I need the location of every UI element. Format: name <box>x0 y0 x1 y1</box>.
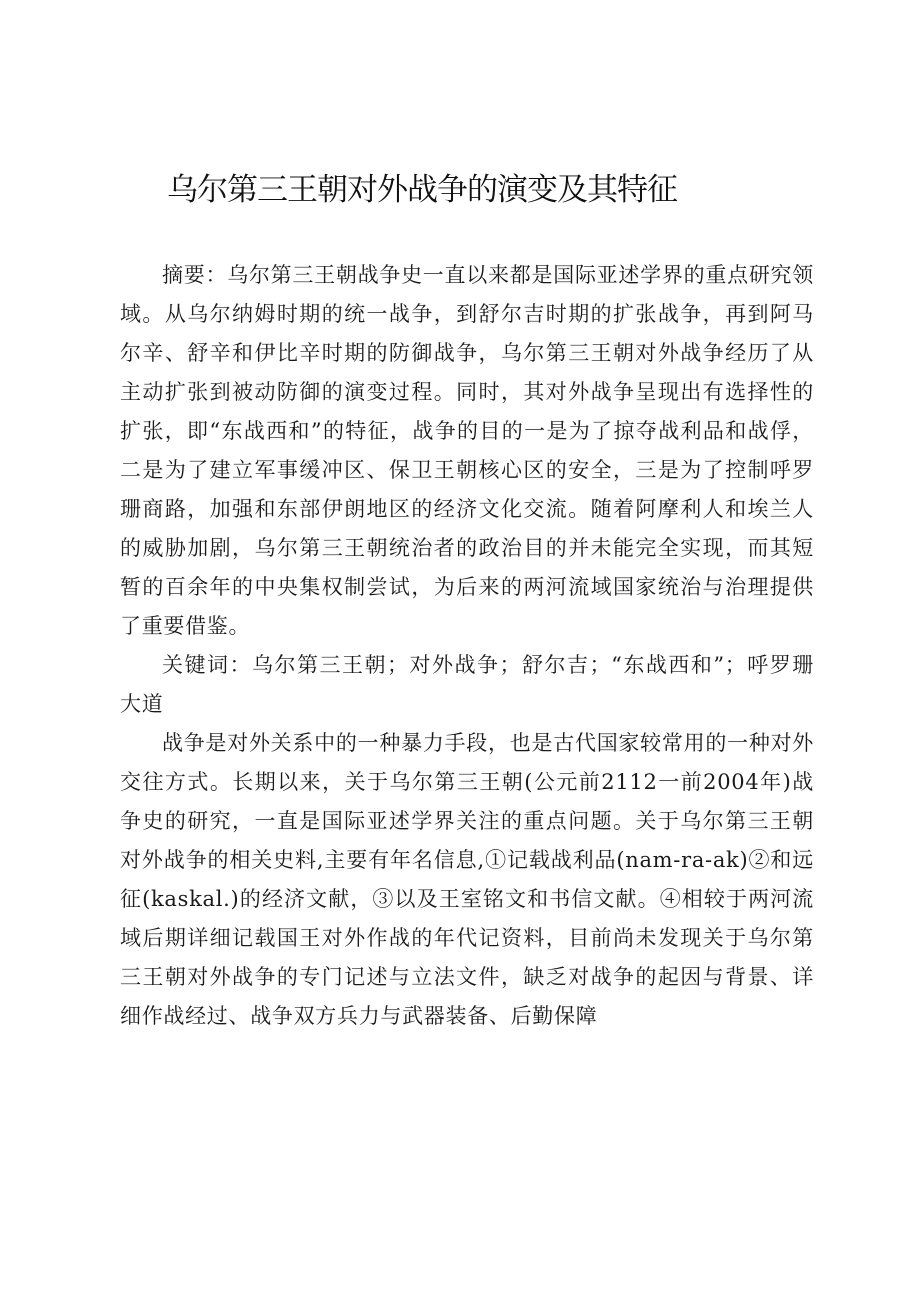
intro-paragraph: 战争是对外关系中的一种暴力手段，也是古代国家较常用的一种对外交往方式。长期以来，关于乌尔第三王朝(公元前2112一前2004年)战争史的研究，一直是国际亚述学界关注的重点问题。关于乌尔第三王朝对外战争的相关史料,主要有年名信息,①记载战利品(nam-ra-ak)②和远征(kaskal.)的经济文献，③以及王室铭文和书信文献。④相较于两河流域后期详细记载国王对外作战的年代记资料，目前尚未发现关于乌尔第三王朝对外战争的专门记述与立法文件，缺乏对战争的起因与背景、详细作战经过、战争双方兵力与武器装备、后勤保障 <box>120 731 814 1028</box>
abstract-label: 摘要： <box>162 263 228 287</box>
keywords-label: 关键词： <box>162 653 252 677</box>
abstract-text: 乌尔第三王朝战争史一直以来都是国际亚述学界的重点研究领域。从乌尔纳姆时期的统一战争，到舒尔吉时期的扩张战争，再到阿马尔辛、舒辛和伊比辛时期的防御战争，乌尔第三王朝对外战争经历了从主动扩张到被动防御的演变过程。同时，其对外战争呈现出有选择性的扩张，即“东战西和”的特征，战争的目的一是为了掠夺战利品和战俘，二是为了建立军事缓冲区、保卫王朝核心区的安全，三是为了控制呼罗珊商路，加强和东部伊朗地区的经济文化交流。随着阿摩利人和埃兰人的威胁加剧，乌尔第三王朝统治者的政治目的并未能完全实现，而其短暂的百余年的中央集权制尝试，为后来的两河流域国家统治与治理提供了重要借鉴。 <box>120 263 814 638</box>
keywords-paragraph <box>120 646 814 724</box>
document-body <box>120 256 814 1036</box>
keywords-text: 乌尔第三王朝；对外战争；舒尔吉；“东战西和”；呼罗珊大道 <box>120 653 814 716</box>
abstract-paragraph <box>120 256 814 646</box>
document-title: 乌尔第三王朝对外战争的演变及其特征 <box>167 172 677 208</box>
